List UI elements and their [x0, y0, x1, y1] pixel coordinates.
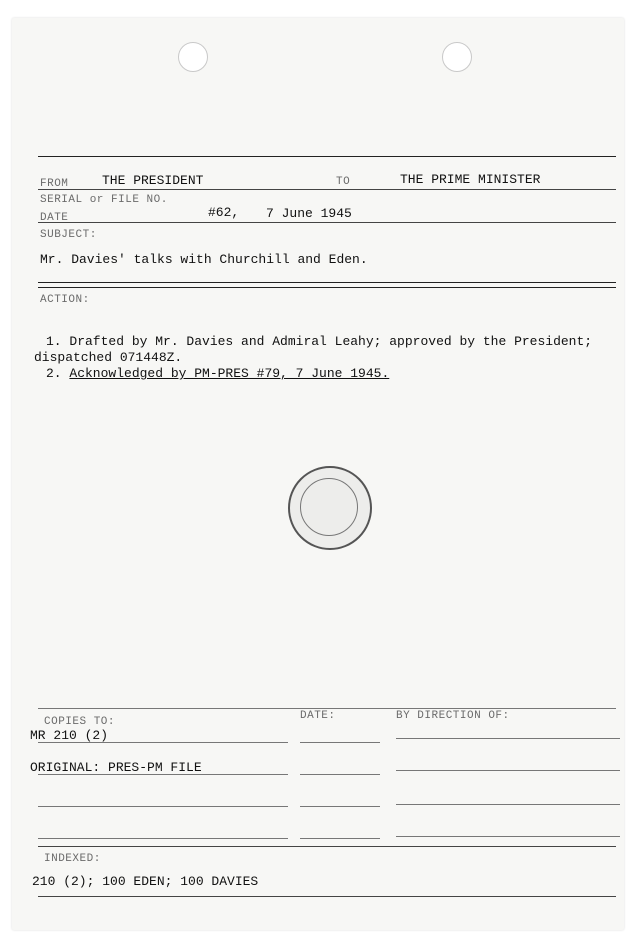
to-value: THE PRIME MINISTER — [400, 172, 541, 187]
subject-value: Mr. Davies' talks with Churchill and Eden. — [40, 252, 368, 267]
punch-hole-right — [442, 42, 472, 72]
archival-stamp-inner — [300, 478, 358, 536]
indexed-value: 210 (2); 100 EDEN; 100 DAVIES — [32, 874, 259, 889]
action-item-2-number: 2. — [46, 366, 70, 381]
distribution-top-rule — [38, 708, 616, 709]
distribution-date-label: DATE: — [300, 710, 336, 722]
to-label: TO — [336, 176, 351, 188]
copies-to-label: COPIES TO: — [44, 716, 116, 728]
subject-rule-1 — [38, 282, 616, 283]
action-item-1-line-1: 1. Drafted by Mr. Davies and Admiral Leahy; approved by the President; — [46, 334, 593, 349]
serial-value: #62, — [208, 205, 240, 220]
action-item-1-line-2: dispatched 071448Z. — [34, 350, 183, 365]
copies-row-1-rule-c — [396, 738, 620, 739]
serial-label: SERIAL or FILE NO. — [40, 194, 168, 206]
action-item-2-text: Acknowledged by PM-PRES #79, 7 June 1945. — [69, 366, 390, 381]
copies-row-1: MR 210 (2) — [30, 728, 109, 743]
copies-row-3-rule-a — [38, 806, 288, 807]
action-item-2 — [46, 366, 389, 381]
from-value: THE PRESIDENT — [102, 173, 204, 188]
date-value: 7 June 1945 — [266, 206, 352, 221]
subject-rule-2 — [38, 287, 616, 288]
by-direction-label: BY DIRECTION OF: — [396, 710, 510, 722]
from-label: FROM — [40, 178, 69, 190]
indexed-label: INDEXED: — [44, 853, 101, 865]
copies-row-4-rule-b — [300, 838, 380, 839]
copies-row-1-rule-b — [300, 742, 380, 743]
date-rule — [38, 222, 616, 223]
archival-stamp — [288, 466, 372, 550]
copies-row-2-rule-a — [38, 774, 288, 775]
indexed-bottom-rule — [38, 896, 616, 897]
action-label: ACTION: — [40, 294, 90, 306]
indexed-top-rule — [38, 846, 616, 847]
from-rule — [38, 189, 616, 190]
header-top-rule — [38, 156, 616, 157]
copies-row-2-rule-b — [300, 774, 380, 775]
copies-row-2-rule-c — [396, 770, 620, 771]
copies-row-3-rule-b — [300, 806, 380, 807]
copies-row-4-rule-a — [38, 838, 288, 839]
copies-row-2: ORIGINAL: PRES-PM FILE — [30, 760, 202, 775]
copies-row-1-rule-a — [38, 742, 288, 743]
copies-row-4-rule-c — [396, 836, 620, 837]
punch-hole-left — [178, 42, 208, 72]
date-label: DATE — [40, 212, 69, 224]
copies-row-3-rule-c — [396, 804, 620, 805]
subject-label: SUBJECT: — [40, 229, 97, 241]
